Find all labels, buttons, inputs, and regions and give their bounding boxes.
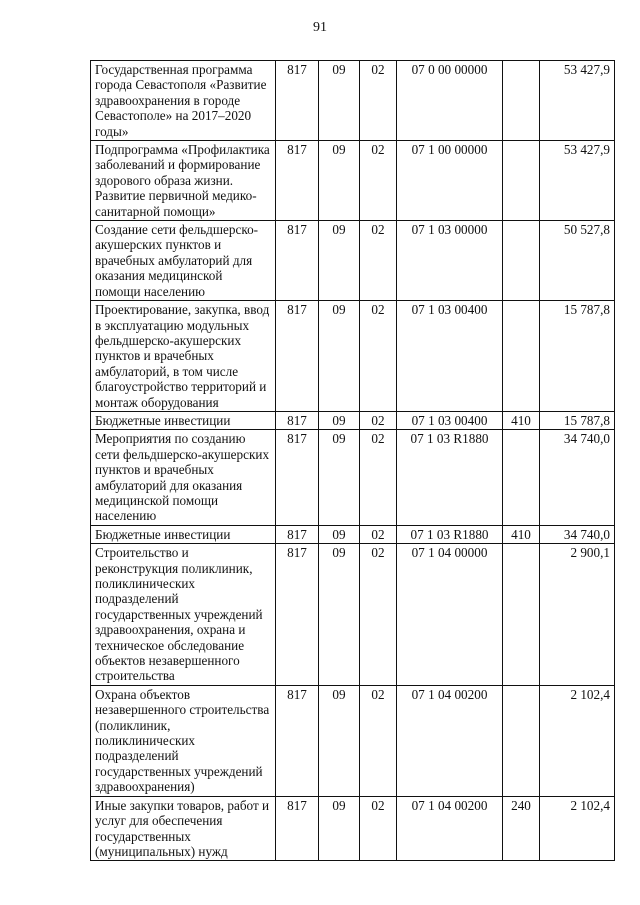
row-grbs-cell: 817: [276, 301, 319, 412]
row-subsection-cell: 02: [360, 221, 397, 301]
row-subsection-cell: 02: [360, 141, 397, 221]
row-name-cell: Строительство и реконструкция поликлиник, поликлинических подразделений государственных учреждений здравоохранения, охрана и техническое обследование объектов незавершенного строительства: [91, 544, 276, 686]
row-subsection-cell: 02: [360, 796, 397, 861]
row-subsection-cell: 02: [360, 525, 397, 543]
table-row: [91, 525, 615, 543]
row-amount-cell: 2 900,1: [540, 544, 615, 686]
budget-table-body: [91, 61, 615, 861]
row-grbs-cell: 817: [276, 141, 319, 221]
row-expense-type-cell: 410: [503, 525, 540, 543]
row-target-article-cell: 07 1 00 00000: [397, 141, 503, 221]
row-target-article-cell: 07 1 04 00200: [397, 796, 503, 861]
row-grbs-cell: 817: [276, 525, 319, 543]
row-grbs-cell: 817: [276, 61, 319, 141]
row-expense-type-cell: 410: [503, 411, 540, 429]
row-name-cell: Мероприятия по созданию сети фельдшерско-акушерских пунктов и врачебных амбулаторий для оказания медицинской помощи населению: [91, 430, 276, 525]
row-subsection-cell: 02: [360, 544, 397, 686]
row-name-cell: Охрана объектов незавершенного строительства (поликлиник, поликлинических подразделений государственных учреждений здравоохранения): [91, 685, 276, 796]
row-section-cell: 09: [319, 301, 360, 412]
row-amount-cell: 50 527,8: [540, 221, 615, 301]
table-row: [91, 544, 615, 686]
table-row: [91, 141, 615, 221]
row-subsection-cell: 02: [360, 685, 397, 796]
row-name-cell: Государственная программа города Севастополя «Развитие здравоохранения в городе Севастополе» на 2017–2020 годы»: [91, 61, 276, 141]
row-section-cell: 09: [319, 685, 360, 796]
row-subsection-cell: 02: [360, 430, 397, 525]
row-name-cell: Бюджетные инвестиции: [91, 411, 276, 429]
table-row: [91, 301, 615, 412]
row-name-cell: Иные закупки товаров, работ и услуг для обеспечения государственных (муниципальных) нужд: [91, 796, 276, 861]
row-grbs-cell: 817: [276, 544, 319, 686]
row-expense-type-cell: [503, 685, 540, 796]
table-row: [91, 430, 615, 525]
table-row: [91, 685, 615, 796]
row-subsection-cell: 02: [360, 411, 397, 429]
row-amount-cell: 34 740,0: [540, 430, 615, 525]
row-expense-type-cell: 240: [503, 796, 540, 861]
row-section-cell: 09: [319, 544, 360, 686]
row-grbs-cell: 817: [276, 685, 319, 796]
page-number: 91: [313, 20, 327, 35]
row-subsection-cell: 02: [360, 301, 397, 412]
row-grbs-cell: 817: [276, 411, 319, 429]
row-section-cell: 09: [319, 796, 360, 861]
row-grbs-cell: 817: [276, 796, 319, 861]
table-row: [91, 221, 615, 301]
row-amount-cell: 53 427,9: [540, 61, 615, 141]
row-target-article-cell: 07 1 04 00200: [397, 685, 503, 796]
row-section-cell: 09: [319, 141, 360, 221]
row-section-cell: 09: [319, 430, 360, 525]
row-expense-type-cell: [503, 141, 540, 221]
budget-table: [90, 60, 615, 861]
row-grbs-cell: 817: [276, 221, 319, 301]
row-amount-cell: 2 102,4: [540, 685, 615, 796]
row-target-article-cell: 07 1 03 00000: [397, 221, 503, 301]
row-expense-type-cell: [503, 544, 540, 686]
row-section-cell: 09: [319, 61, 360, 141]
row-section-cell: 09: [319, 221, 360, 301]
row-target-article-cell: 07 1 03 R1880: [397, 430, 503, 525]
row-subsection-cell: 02: [360, 61, 397, 141]
row-name-cell: Создание сети фельдшерско-акушерских пунктов и врачебных амбулаторий для оказания медицинской помощи населению: [91, 221, 276, 301]
row-name-cell: Подпрограмма «Профилактика заболеваний и формирование здорового образа жизни. Развитие первичной медико-санитарной помощи»: [91, 141, 276, 221]
row-target-article-cell: 07 1 03 00400: [397, 301, 503, 412]
row-amount-cell: 53 427,9: [540, 141, 615, 221]
row-name-cell: Бюджетные инвестиции: [91, 525, 276, 543]
row-grbs-cell: 817: [276, 430, 319, 525]
row-section-cell: 09: [319, 525, 360, 543]
row-amount-cell: 15 787,8: [540, 411, 615, 429]
row-target-article-cell: 07 1 03 R1880: [397, 525, 503, 543]
row-name-cell: Проектирование, закупка, ввод в эксплуатацию модульных фельдшерско-акушерских пунктов и врачебных амбулаторий, в том числе благоустройство территорий и монтаж оборудования: [91, 301, 276, 412]
row-expense-type-cell: [503, 221, 540, 301]
row-expense-type-cell: [503, 430, 540, 525]
row-amount-cell: 2 102,4: [540, 796, 615, 861]
row-expense-type-cell: [503, 301, 540, 412]
row-target-article-cell: 07 1 03 00400: [397, 411, 503, 429]
row-expense-type-cell: [503, 61, 540, 141]
row-amount-cell: 15 787,8: [540, 301, 615, 412]
row-section-cell: 09: [319, 411, 360, 429]
table-row: [91, 796, 615, 861]
table-row: [91, 61, 615, 141]
row-amount-cell: 34 740,0: [540, 525, 615, 543]
table-row: [91, 411, 615, 429]
row-target-article-cell: 07 0 00 00000: [397, 61, 503, 141]
row-target-article-cell: 07 1 04 00000: [397, 544, 503, 686]
